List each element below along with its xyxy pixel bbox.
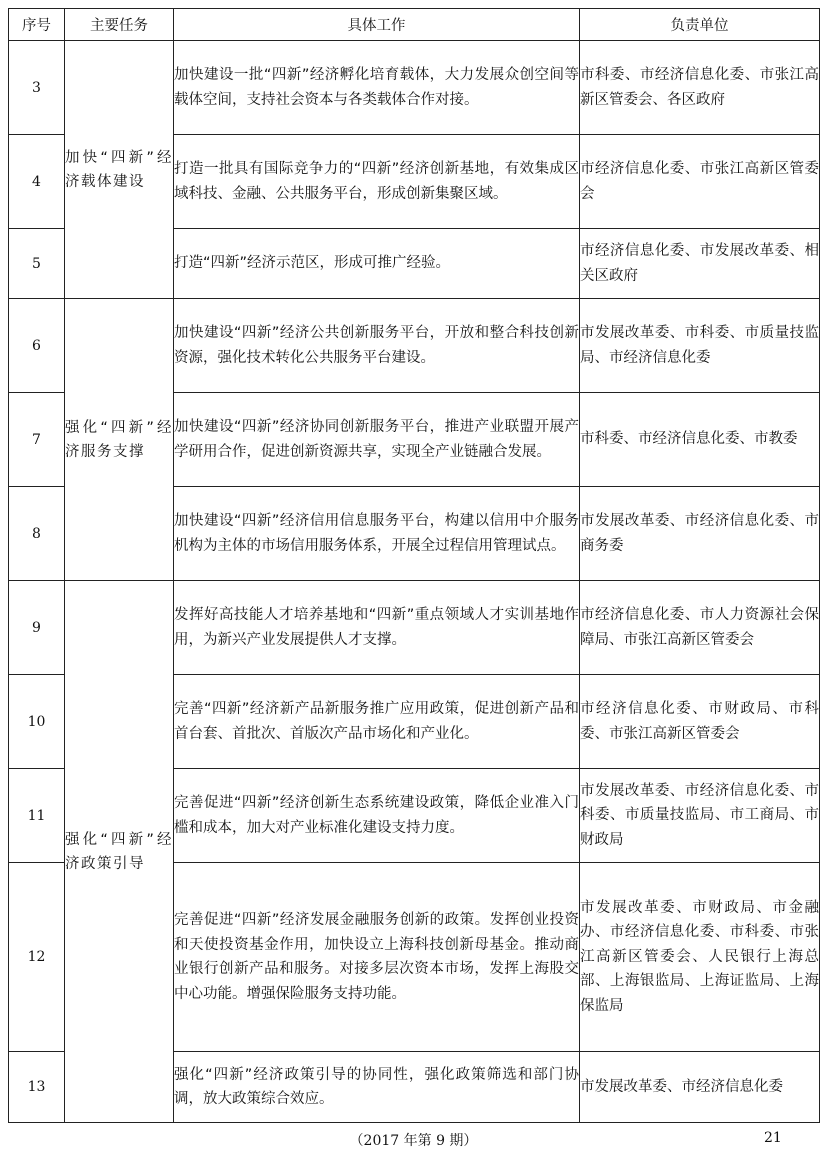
header-task: 主要任务 (65, 9, 174, 41)
unit-cell: 市发展改革委、市经济信息化委 (580, 1052, 820, 1123)
page-footer (0, 1130, 827, 1152)
row-number: 3 (9, 41, 65, 135)
row-number: 11 (9, 769, 65, 863)
unit-cell: 市经济信息化委、市发展改革委、相关区政府 (580, 229, 820, 299)
unit-cell: 市经济信息化委、市人力资源社会保障局、市张江高新区管委会 (580, 581, 820, 675)
unit-cell: 市科委、市经济信息化委、市教委 (580, 393, 820, 487)
row-number: 8 (9, 487, 65, 581)
work-cell: 加快建设“四新”经济公共创新服务平台，开放和整合科技创新资源，强化技术转化公共服务平台建设。 (174, 299, 580, 393)
task-cell: 强化“四新”经济政策引导 (65, 581, 174, 1123)
unit-cell: 市发展改革委、市财政局、市金融办、市经济信息化委、市科委、市张江高新区管委会、人民银行上海总部、上海银监局、上海证监局、上海保监局 (580, 863, 820, 1052)
header-num: 序号 (9, 9, 65, 41)
task-table (8, 8, 820, 1123)
task-cell: 加快“四新”经济载体建设 (65, 41, 174, 299)
header-work: 具体工作 (174, 9, 580, 41)
table-row (9, 41, 820, 135)
work-cell: 加快建设“四新”经济协同创新服务平台，推进产业联盟开展产学研用合作，促进创新资源共享，实现全产业链融合发展。 (174, 393, 580, 487)
row-number: 10 (9, 675, 65, 769)
row-number: 12 (9, 863, 65, 1052)
unit-cell: 市经济信息化委、市财政局、市科委、市张江高新区管委会 (580, 675, 820, 769)
unit-cell: 市发展改革委、市科委、市质量技监局、市经济信息化委 (580, 299, 820, 393)
work-cell: 加快建设“四新”经济信用信息服务平台，构建以信用中介服务机构为主体的市场信用服务体系，开展全过程信用管理试点。 (174, 487, 580, 581)
table-row (9, 581, 820, 675)
task-cell: 强化“四新”经济服务支撑 (65, 299, 174, 581)
row-number: 13 (9, 1052, 65, 1123)
unit-cell: 市经济信息化委、市张江高新区管委会 (580, 135, 820, 229)
row-number: 5 (9, 229, 65, 299)
page-number: 21 (764, 1130, 782, 1146)
row-number: 6 (9, 299, 65, 393)
work-cell: 加快建设一批“四新”经济孵化培育载体，大力发展众创空间等载体空间，支持社会资本与各类载体合作对接。 (174, 41, 580, 135)
unit-cell: 市发展改革委、市经济信息化委、市科委、市质量技监局、市工商局、市财政局 (580, 769, 820, 863)
row-number: 4 (9, 135, 65, 229)
row-number: 9 (9, 581, 65, 675)
issue-label: （2017 年第 9 期） (349, 1133, 478, 1149)
work-cell: 打造“四新”经济示范区，形成可推广经验。 (174, 229, 580, 299)
work-cell: 完善“四新”经济新产品新服务推广应用政策，促进创新产品和首台套、首批次、首版次产品市场化和产业化。 (174, 675, 580, 769)
row-number: 7 (9, 393, 65, 487)
work-cell: 强化“四新”经济政策引导的协同性，强化政策筛选和部门协调，放大政策综合效应。 (174, 1052, 580, 1123)
work-cell: 完善促进“四新”经济发展金融服务创新的政策。发挥创业投资和天使投资基金作用，加快设立上海科技创新母基金。推动商业银行创新产品和服务。对接多层次资本市场，发挥上海股交中心功能。增强保险服务支持功能。 (174, 863, 580, 1052)
unit-cell: 市发展改革委、市经济信息化委、市商务委 (580, 487, 820, 581)
work-cell: 完善促进“四新”经济创新生态系统建设政策，降低企业准入门槛和成本，加大对产业标准化建设支持力度。 (174, 769, 580, 863)
work-cell: 发挥好高技能人才培养基地和“四新”重点领域人才实训基地作用，为新兴产业发展提供人才支撑。 (174, 581, 580, 675)
unit-cell: 市科委、市经济信息化委、市张江高新区管委会、各区政府 (580, 41, 820, 135)
table-row (9, 299, 820, 393)
header-unit: 负责单位 (580, 9, 820, 41)
table-header-row (9, 9, 820, 41)
work-cell: 打造一批具有国际竞争力的“四新”经济创新基地，有效集成区域科技、金融、公共服务平台，形成创新集聚区域。 (174, 135, 580, 229)
